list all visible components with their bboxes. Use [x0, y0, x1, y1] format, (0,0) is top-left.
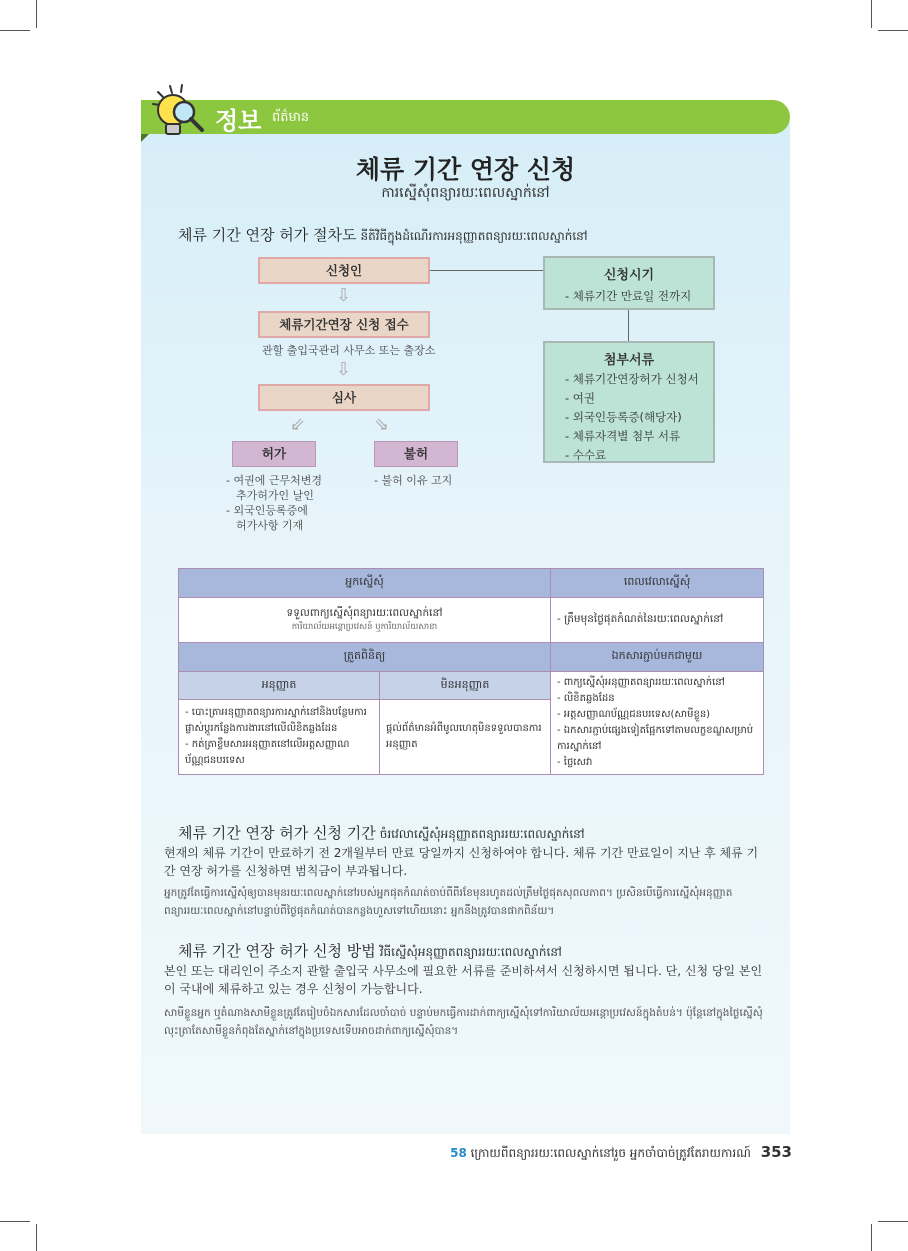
- timing-box: [543, 256, 715, 310]
- banner-fold: [141, 134, 149, 142]
- receipt-note: 관할 출입국관리 사무소 또는 출장소: [262, 344, 436, 357]
- lightbulb-magnifier-icon: [150, 82, 212, 142]
- arrow-down-left-icon: ⇙: [290, 414, 306, 435]
- connector-line: [430, 270, 543, 271]
- page-title: 체류 기간 연장 신청: [355, 155, 576, 184]
- method-body-ko: 본인 또는 대리인이 주소지 관할 출입국 사무소에 필요한 서류를 준비하셔서 신청하시면 됩니다. 단, 신청 당일 본인이 국내에 체류하고 있는 경우 신청이 가능합니다.: [164, 964, 763, 996]
- approve-box: 허가: [232, 441, 316, 467]
- table-header-docs: ឯកសារភ្ជាប់មកជាមួយ: [551, 643, 764, 672]
- connector-line: [628, 310, 629, 342]
- crop-mark: [36, 1224, 37, 1251]
- approve-note: - 외국인등록증에: [226, 504, 308, 517]
- documents-title: 첨부서류: [603, 353, 655, 368]
- doc-line: - អត្តសញ្ញាណប័ណ្ណជនបរទេស(សាមីខ្លួន): [557, 709, 711, 720]
- document-item: - 외국인등록증(해당자): [565, 410, 682, 424]
- doc-line: - ឯកសារភ្ជាប់ផ្សេងទៀតផ្អែកទៅតាមលក្ខខណ្ឌសម្រាប់ការស្នាក់នៅ: [557, 725, 754, 752]
- table-cell-deny: ផ្តល់ព័ត៌មានអំពីមូលហេតុមិនទទួលបានការអនុញ្ញាត: [380, 700, 551, 775]
- approve-note: 추가허가인 날인: [236, 489, 314, 502]
- method-heading: [178, 940, 562, 962]
- chapter-title: ក្រោយពីពន្យាររយៈពេលស្នាក់នៅរួច អ្នកចាំបាច់ត្រូវតែរាយការណ៍: [470, 1146, 751, 1160]
- period-body-kh: អ្នកត្រូវតែធ្វើការស្នើសុំឲ្យបានមុនរយៈពេលស្នាក់នៅរបស់អ្នកផុតកំណត់ចាប់ពីពីរខែមុនរហូតដល់ត្រឹមថ្ងៃផុតសុពលភាព។ ប្រសិនបើធ្វើការស្នើសុំអនុញ្ញាតពន្យាររយៈពេលស្នាក់នៅបន្ទាប់ពីថ្ងៃផុតកំណត់បានកន្លងហួសទៅហើយនោះ អ្នកនឹងត្រូវបានផាកពិន័យ។: [164, 887, 733, 917]
- document-item: - 수수료: [565, 448, 607, 462]
- method-title-kh: វិធីស្នើសុំអនុញ្ញាតពន្យាររយៈពេលស្នាក់នៅ: [379, 945, 562, 959]
- approve-note: - 여권에 근무처변경: [226, 474, 322, 487]
- table-header-review: ត្រួតពិនិត្យ: [179, 643, 551, 672]
- table-cell-applicant: [179, 598, 551, 643]
- approve-line: - កត់ត្រាខ្លឹមសារអនុញ្ញាតនៅលើអត្តសញ្ញាណប័ណ្ណជនបរទេស: [185, 739, 350, 767]
- period-heading: [178, 822, 585, 844]
- deny-notes: [374, 473, 452, 488]
- doc-line: - ថ្លៃសេវា: [557, 757, 593, 768]
- approve-notes: [226, 473, 322, 533]
- arrow-down-right-icon: ⇘: [374, 414, 390, 435]
- crop-mark: [0, 30, 30, 31]
- procedure-title: 체류 기간 연장 허가 절차도: [178, 226, 357, 244]
- procedure-table: [178, 568, 764, 775]
- chapter-number: 58: [450, 1146, 467, 1160]
- doc-line: - ពាក្យស្នើសុំអនុញ្ញាតពន្យាររយៈពេលស្នាក់នៅ: [557, 677, 725, 688]
- banner-subtitle: ព័ត៌មាន: [272, 110, 310, 125]
- period-body-ko: 현재의 체류 기간이 만료하기 전 2개월부터 만료 당일까지 신청하여야 합니다. 체류 기간 만료일이 지난 후 체류 기간 연장 허가를 신청하면 범칙금이 부과됩니다.: [164, 846, 759, 878]
- receipt-box: 체류기간연장 신청 접수: [258, 311, 430, 338]
- method-body-kh: សាមីខ្លួនអ្នក ឬតំណាងសាមីខ្លួនត្រូវតែរៀបចំឯកសារដែលចាំបាច់ បន្ទាប់មកធ្វើការដាក់ពាក្យស្នើសុំទៅការិយាល័យអន្តោប្រវេសន៍ក្នុងតំបន់។ ប៉ុន្តែនៅក្នុងថ្ងៃស្នើសុំលុះត្រាតែសាមីខ្លួនកំពុងតែស្នាក់នៅក្នុងប្រទេសទើបអាចដាក់ពាក្យស្នើសុំបាន។: [164, 1007, 763, 1037]
- table-header-approve: អនុញ្ញាត: [179, 672, 380, 700]
- arrow-down-icon: ⇩: [336, 285, 352, 306]
- page-number: 353: [760, 1143, 792, 1161]
- table-cell-approve: [179, 700, 380, 775]
- applicant-box: 신청인: [258, 257, 430, 284]
- page-footer: [450, 1143, 792, 1163]
- approve-line: - បោះត្រាអនុញ្ញាតពន្យារការស្នាក់នៅនិងបន្ថែមការផ្លាស់ប្តូរកន្លែងការងារនៅលើលិខិតឆ្លងដែន: [185, 707, 367, 735]
- table-header-time: ពេលវេលាស្នើសុំ: [551, 569, 764, 598]
- document-item: - 체류기간연장허가 신청서: [565, 372, 699, 386]
- procedure-title-kh: នីតិវិធីក្នុងដំណើរការអនុញ្ញាតពន្យារយៈពេលស្នាក់នៅ: [360, 229, 588, 243]
- page-subtitle: ការស្នើសុំពន្យារយៈពេលស្នាក់នៅ: [381, 185, 550, 201]
- crop-mark: [878, 1221, 908, 1222]
- deny-box: 불허: [374, 441, 458, 467]
- document-item: - 체류자격별 첨부 서류: [565, 429, 681, 443]
- method-title: 체류 기간 연장 허가 신청 방법: [178, 942, 376, 960]
- doc-line: - លិខិតឆ្លងដែន: [557, 693, 615, 704]
- table-header-applicant: អ្នកស្នើសុំ: [179, 569, 551, 598]
- timing-title: 신청시기: [603, 268, 655, 283]
- crop-mark: [0, 1221, 30, 1222]
- documents-box: [543, 341, 715, 463]
- procedure-heading: [178, 224, 588, 246]
- table-cell-docs: [551, 672, 764, 775]
- document-item: - 여권: [565, 391, 596, 405]
- deny-note: - 불허 이유 고지: [374, 474, 453, 487]
- banner-title: 정보: [215, 107, 262, 135]
- period-title: 체류 기간 연장 허가 신청 기간: [178, 824, 376, 842]
- approve-note: 허가사항 기재: [236, 519, 304, 532]
- crop-mark: [871, 0, 872, 28]
- table-cell-time: - ត្រឹមមុនថ្ងៃផុតកំណត់នៃរយៈពេលស្នាក់នៅ: [551, 598, 764, 643]
- crop-mark: [871, 1224, 872, 1251]
- crop-mark: [878, 30, 908, 31]
- applicant-line: ការិយាល័យអន្តោប្រវេសន៍ ឬការិយាល័យសាខា: [291, 621, 438, 632]
- period-title-kh: ចំរវេលាស្នើសុំអនុញ្ញាតពន្យាររយៈពេលស្នាក់នៅ: [379, 827, 585, 841]
- arrow-down-icon: ⇩: [336, 359, 352, 380]
- timing-item: - 체류기간 만료일 전까지: [565, 289, 692, 303]
- table-header-deny: មិនអនុញ្ញាត: [380, 672, 551, 700]
- crop-mark: [36, 0, 37, 28]
- applicant-line: ទទួលពាក្យស្នើសុំពន្យារយៈពេលស្នាក់នៅ: [286, 606, 443, 619]
- review-box: 심사: [258, 384, 430, 411]
